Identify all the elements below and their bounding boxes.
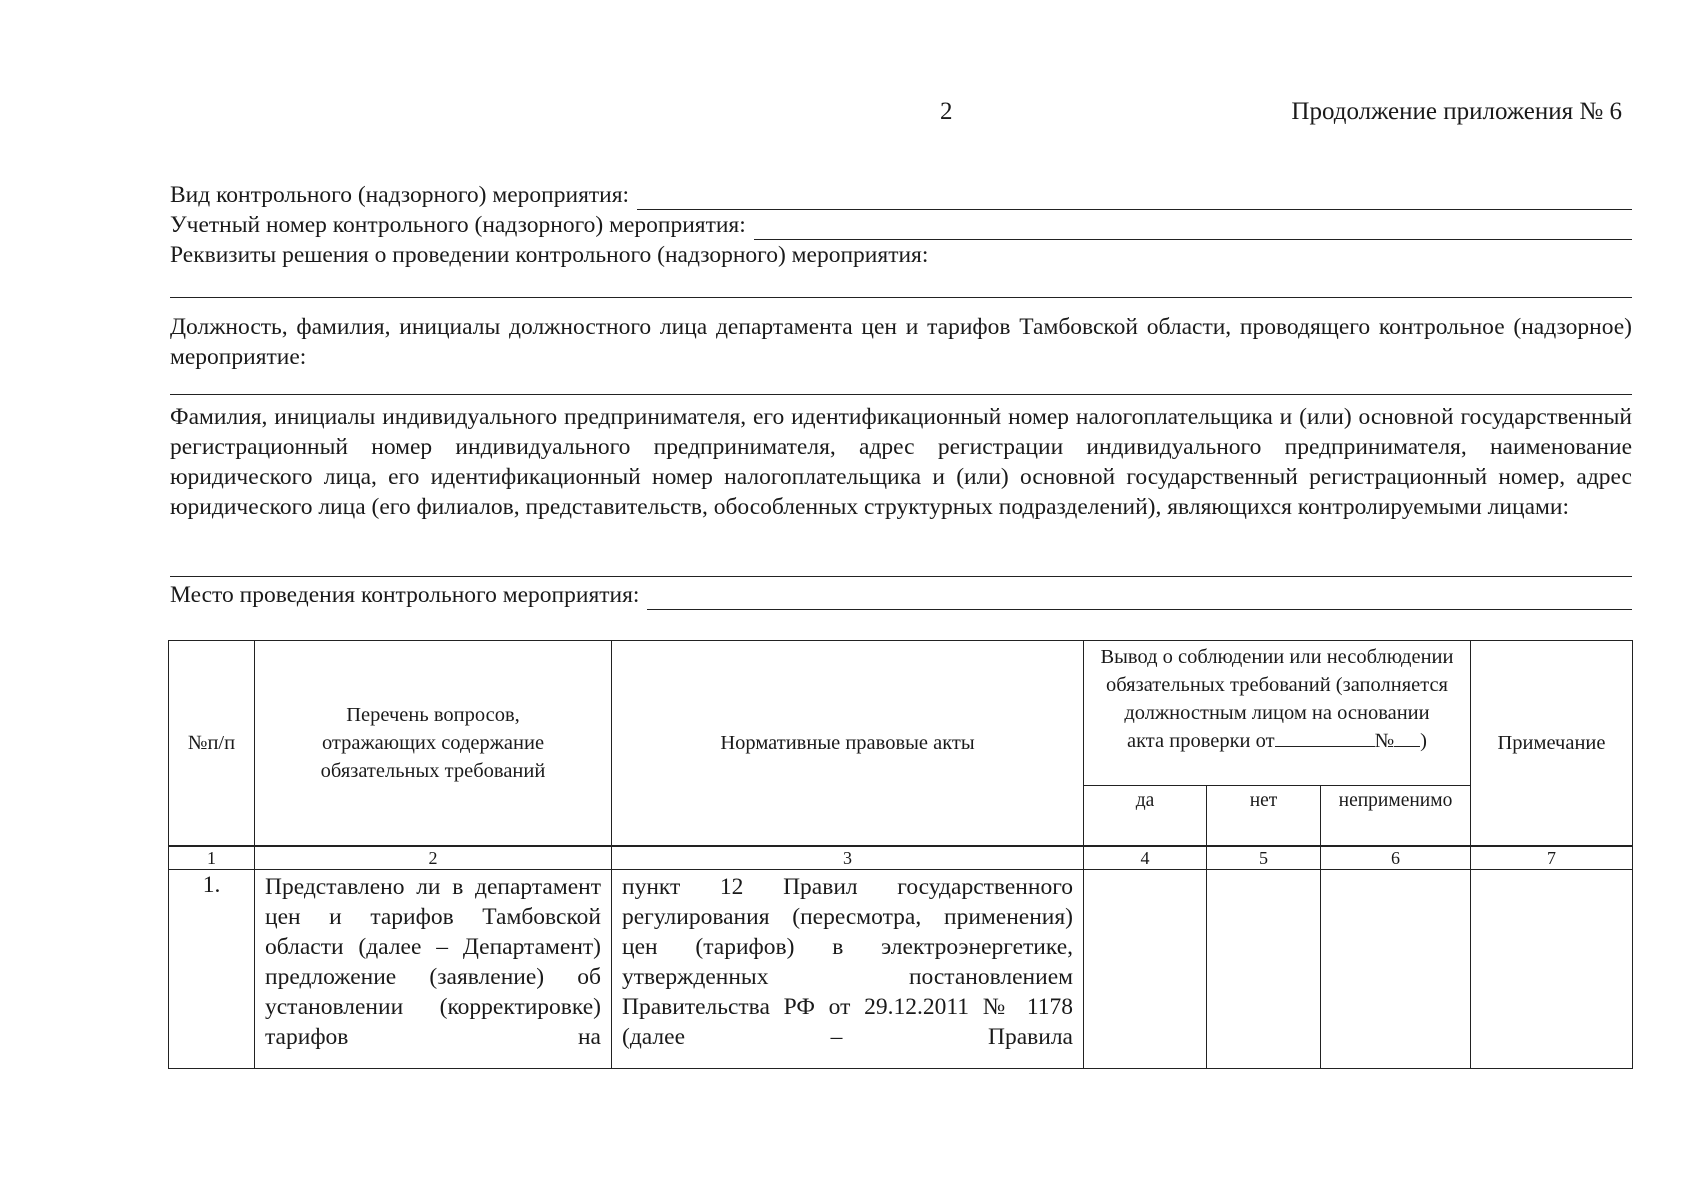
header-note (1471, 641, 1633, 846)
header-conclusion-act (1092, 727, 1462, 755)
column-number: 6 (1321, 846, 1471, 870)
column-number: 1 (169, 846, 255, 870)
official-label: Должность, фамилия, инициалы должностного лица департамента цен и тарифов Тамбовской области, проводящего контрольное (надзорное) мероприятие: (170, 314, 1632, 370)
act-number-blank[interactable] (1394, 728, 1420, 747)
column-number: 5 (1207, 846, 1321, 870)
type-field-row (170, 180, 1632, 210)
decision-details-field-row (170, 240, 1632, 270)
row-yes-cell[interactable] (1084, 869, 1207, 1068)
header-not-applicable: неприменимо (1321, 786, 1471, 846)
column-number: 4 (1084, 846, 1207, 870)
controlled-persons-input-line[interactable] (170, 575, 1632, 577)
location-field-block (170, 580, 1632, 610)
official-input-line-wrap (170, 393, 1632, 395)
column-number: 7 (1471, 846, 1633, 870)
location-field-row (170, 580, 1632, 610)
header-questions-label: Перечень вопросов, отражающих содержание обязательных требований (320, 703, 546, 782)
header-num-label: №п/п (187, 731, 236, 754)
official-input-line[interactable] (170, 393, 1632, 395)
act-close-paren: ) (1420, 730, 1427, 752)
account-number-field-row (170, 210, 1632, 240)
page-number: 2 (940, 98, 953, 125)
header-acts (612, 641, 1084, 846)
appendix-note: Продолжение приложения № 6 (1291, 98, 1622, 125)
controlled-persons-label: Фамилия, инициалы индивидуального предпринимателя, его идентификационный номер налогоплательщика и (или) основной государственный регистрационный номер индивидуального предпринимателя, адрес регистрации индивидуального предпринимателя, наименование юридического лица, его идентификационный номер налогоплательщика и (или) основной государственный регистрационный номер, адрес юридического лица (его филиалов, представительств, обособленных структурных подразделений), являющихся контролируемыми лицами: (170, 404, 1632, 520)
header-note-label: Примечание (1497, 731, 1606, 754)
column-numbers-row (169, 846, 1633, 870)
row-note-cell[interactable] (1471, 869, 1633, 1068)
type-input-line[interactable] (637, 187, 1632, 210)
header-acts-label: Нормативные правовые акты (720, 731, 975, 754)
act-date-blank[interactable] (1275, 728, 1375, 747)
location-label: Место проведения контрольного мероприятия: (170, 582, 640, 608)
row-question-cell (255, 869, 612, 1068)
form-header-fields (170, 180, 1632, 324)
controlled-persons-input-line-wrap (170, 575, 1632, 577)
column-number: 2 (255, 846, 612, 870)
row-not-applicable-cell[interactable] (1321, 869, 1471, 1068)
row-question: Представлено ли в департамент цен и тарифов Тамбовской области (далее – Департамент) предложение (заявление) об установлении (корректировке) тарифов на (265, 873, 601, 1050)
decision-details-input-line[interactable] (170, 296, 1632, 298)
table-row (169, 869, 1633, 1068)
row-number: 1. (169, 869, 255, 1068)
row-act: пункт 12 Правил государственного регулирования (пересмотра, применения) цен (тарифов) в электроэнергетике, утвержденных постановлением Правительства РФ от 29.12.2011 № 1178 (далее – Правила (622, 873, 1073, 1050)
account-number-label: Учетный номер контрольного (надзорного) мероприятия: (170, 212, 746, 238)
header-conclusion (1084, 641, 1471, 786)
row-act-cell (612, 869, 1084, 1068)
account-number-input-line[interactable] (754, 217, 1632, 240)
header-conclusion-label: Вывод о соблюдении или несоблюдении обязательных требований (заполняется должностным лицом на основании (1100, 646, 1454, 724)
column-number: 3 (612, 846, 1084, 870)
header-yes: да (1084, 786, 1207, 846)
header-num (169, 641, 255, 846)
act-number-label: № (1374, 730, 1395, 752)
decision-details-label: Реквизиты решения о проведении контрольного (надзорного) мероприятия: (170, 242, 929, 268)
location-input-line[interactable] (647, 587, 1632, 610)
row-no-cell[interactable] (1207, 869, 1321, 1068)
type-label: Вид контрольного (надзорного) мероприятия: (170, 182, 630, 208)
header-no: нет (1207, 786, 1321, 846)
checklist-table (168, 640, 1633, 1069)
table-header-row (169, 641, 1633, 786)
header-questions (255, 641, 612, 846)
act-date-prefix: акта проверки от (1127, 730, 1275, 752)
